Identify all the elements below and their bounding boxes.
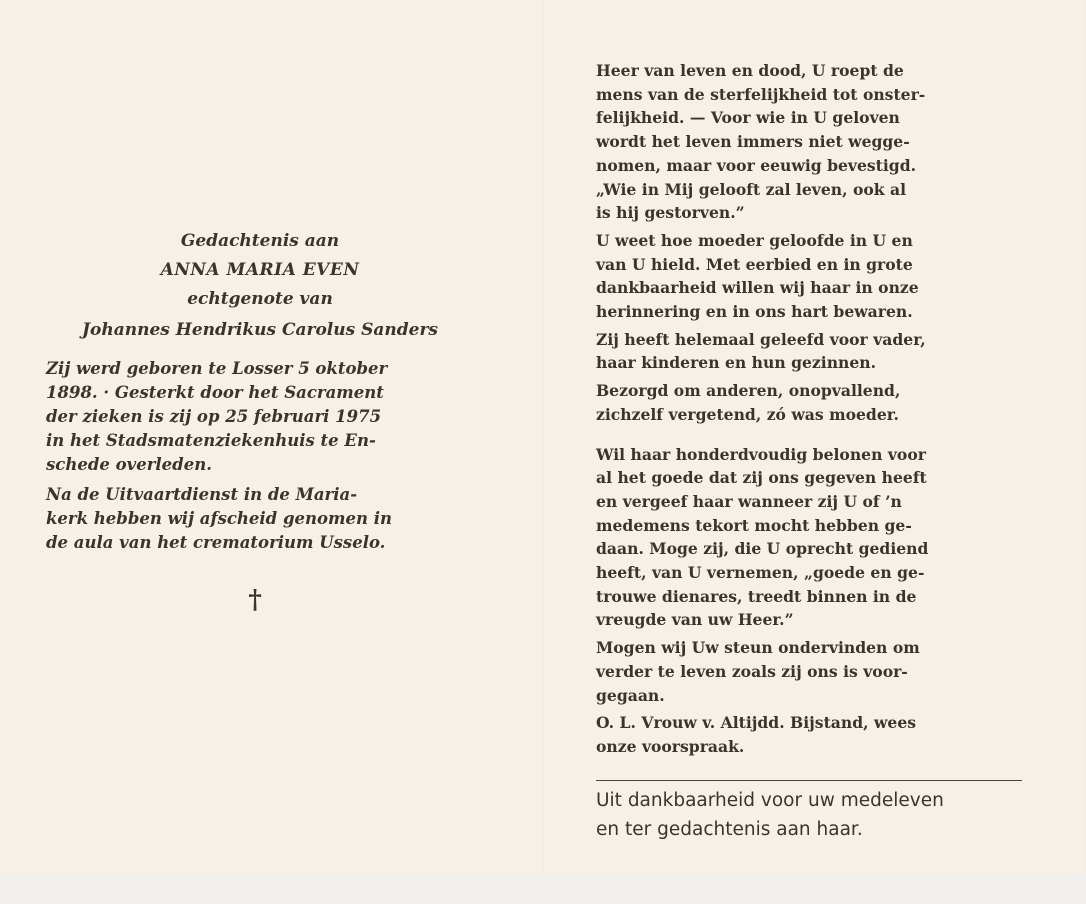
left-panel (46, 226, 474, 615)
right-panel (596, 59, 1022, 763)
prayer-line: onze voorspraak. (596, 736, 745, 756)
prayer-line: medemens tekort mocht hebben ge- (596, 515, 912, 535)
prayer-line: trouwe dienares, treedt binnen in de (596, 586, 917, 606)
card-fold (542, 0, 544, 875)
prayer-line: Heer van leven en dood, U roept de (596, 61, 904, 80)
spouse-label: echtgenote van (187, 289, 333, 309)
prayer-line: O. L. Vrouw v. Altijdd. Bijstand, wees (596, 713, 917, 733)
prayer-line: van U hield. Met eerbied en in grote (596, 254, 913, 274)
prayer-line: mens van de sterfelijkheid tot onster- (596, 84, 926, 104)
prayer-line: Mogen wij Uw steun ondervinden om (596, 638, 920, 658)
prayer-paragraph (596, 711, 1022, 758)
closing-text (596, 786, 1036, 844)
prayer-paragraph (596, 328, 1022, 375)
prayer-line: U weet hoe moeder geloofde in U en (596, 230, 913, 250)
cross-icon: † (248, 585, 262, 615)
paragraph-line: Na de Uitvaartdienst in de Maria- (46, 485, 358, 504)
paragraph-line: in het Stadsmatenziekenhuis te En- (46, 431, 376, 450)
prayer-paragraph (596, 636, 1022, 707)
paragraph-line: de aula van het crematorium Usselo. (46, 533, 386, 552)
prayer-line: herinnering en in ons hart bewaren. (596, 302, 913, 322)
prayer-line: gegaan. (596, 685, 665, 705)
birth-death-paragraph (46, 357, 474, 477)
paragraph-line: der zieken is zij op 25 februari 1975 (46, 407, 382, 426)
prayer-line: en vergeef haar wanneer zij U of ’n (596, 491, 902, 511)
paragraph-line: schede overleden. (46, 455, 212, 474)
paragraph-line: 1898. · Gesterkt door het Sacrament (46, 383, 384, 402)
prayer-paragraph (596, 229, 1022, 324)
spouse-name: Johannes Hendrikus Carolus Sanders (82, 320, 438, 340)
prayer-line: zichzelf vergetend, zó was moeder. (596, 404, 899, 424)
memorial-heading: Gedachtenis aan (180, 231, 340, 251)
prayer-line: nomen, maar voor eeuwig bevestigd. (596, 155, 917, 175)
prayer-line: heeft, van U vernemen, „goede en ge- (596, 563, 925, 583)
prayer-line: vreugde van uw Heer.” (596, 610, 794, 630)
prayer-paragraph (596, 443, 1022, 633)
prayer-line: „Wie in Mij gelooft zal leven, ook al (596, 179, 907, 199)
scan-background-strip (0, 875, 1086, 904)
prayer-line: haar kinderen en hun gezinnen. (596, 353, 877, 373)
funeral-paragraph (46, 483, 474, 555)
deceased-name: ANNA MARIA EVEN (160, 260, 360, 280)
prayer-line: verder te leven zoals zij ons is voor- (596, 661, 908, 681)
prayer-line: Wil haar honderdvoudig belonen voor (596, 444, 926, 464)
closing-line: en ter gedachtenis aan haar. (596, 819, 863, 840)
prayer-line: Bezorgd om anderen, onopvallend, (596, 381, 901, 401)
paragraph-line: kerk hebben wij afscheid genomen in (46, 509, 392, 528)
prayer-paragraph (596, 379, 1022, 426)
prayer-paragraph (596, 59, 1022, 225)
prayer-line: is hij gestorven.” (596, 203, 745, 223)
prayer-line: dankbaarheid willen wij haar in onze (596, 278, 919, 298)
prayer-line: felijkheid. — Voor wie in U geloven (596, 108, 900, 128)
closing-line: Uit dankbaarheid voor uw medeleven (596, 790, 944, 811)
prayer-line: al het goede dat zij ons gegeven heeft (596, 468, 927, 488)
paragraph-line: Zij werd geboren te Losser 5 oktober (46, 359, 388, 378)
prayer-line: Zij heeft helemaal geleefd voor vader, (596, 329, 926, 349)
prayer-line: daan. Moge zij, die U oprecht gediend (596, 539, 929, 559)
prayer-line: wordt het leven immers niet wegge- (596, 132, 910, 152)
divider-rule (596, 780, 1022, 781)
